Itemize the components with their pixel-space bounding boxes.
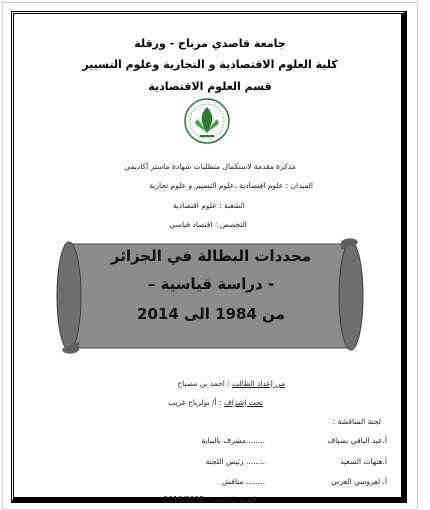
faculty-name: كلية العلوم الاقتصادية و التجارية وعلوم التسيير	[82, 58, 338, 71]
university-name: جامعة قاصدي مرباح - ورقلة	[134, 37, 286, 50]
supervisor-value: : أ/ بولرباح غريب	[168, 398, 222, 407]
committee-member-3-role: ........ مناقش	[221, 477, 265, 486]
document-page	[2, 2, 418, 510]
supervisor-label: تحت إشراف	[223, 398, 263, 407]
prepared-by-value: : احمد بن مصباح	[177, 379, 230, 388]
academic-year: السنة الجامعية : 2016/2015	[163, 495, 257, 504]
supervisor-line	[168, 398, 263, 407]
prepared-by-line	[177, 379, 285, 388]
specialty-text: التخصص : اقتصاد قياسي	[169, 220, 247, 229]
committee-member-3-name: أ. لعروسي العربي	[331, 477, 387, 486]
prepared-by-label: من إعداد الطالب	[232, 379, 285, 388]
thesis-title-line2: - دراسة قياسية –	[147, 275, 275, 293]
thesis-title-line3: من 1984 الى 2014	[137, 305, 285, 323]
committee-member-1-name: أ.عبد الباقي بضياف	[327, 436, 387, 445]
committee-member-1-role: ........مشرف بالنيابة	[201, 436, 265, 445]
department-name: قسم العلوم الاقتصادية	[148, 80, 272, 93]
committee-heading: لجنة المناقشة :	[332, 417, 381, 426]
memo-text: مذكرة مقدمة لاستكمال متطلبات شهادة ماستر أكاديمي	[124, 162, 296, 171]
committee-member-2-name: أ.هتهات السعيد	[340, 457, 387, 466]
university-emblem-icon	[183, 97, 231, 145]
committee-member-2-role: ........ رئيس اللجنة	[205, 457, 265, 466]
branch-text: الشعبة : علوم اقتصادية	[172, 201, 245, 210]
thesis-title-line1: محددات البطالة في الجزائر	[110, 247, 312, 265]
field-text: الميدان : علوم اقتصادية ،علوم التسيير و علوم تجارية	[149, 181, 313, 190]
